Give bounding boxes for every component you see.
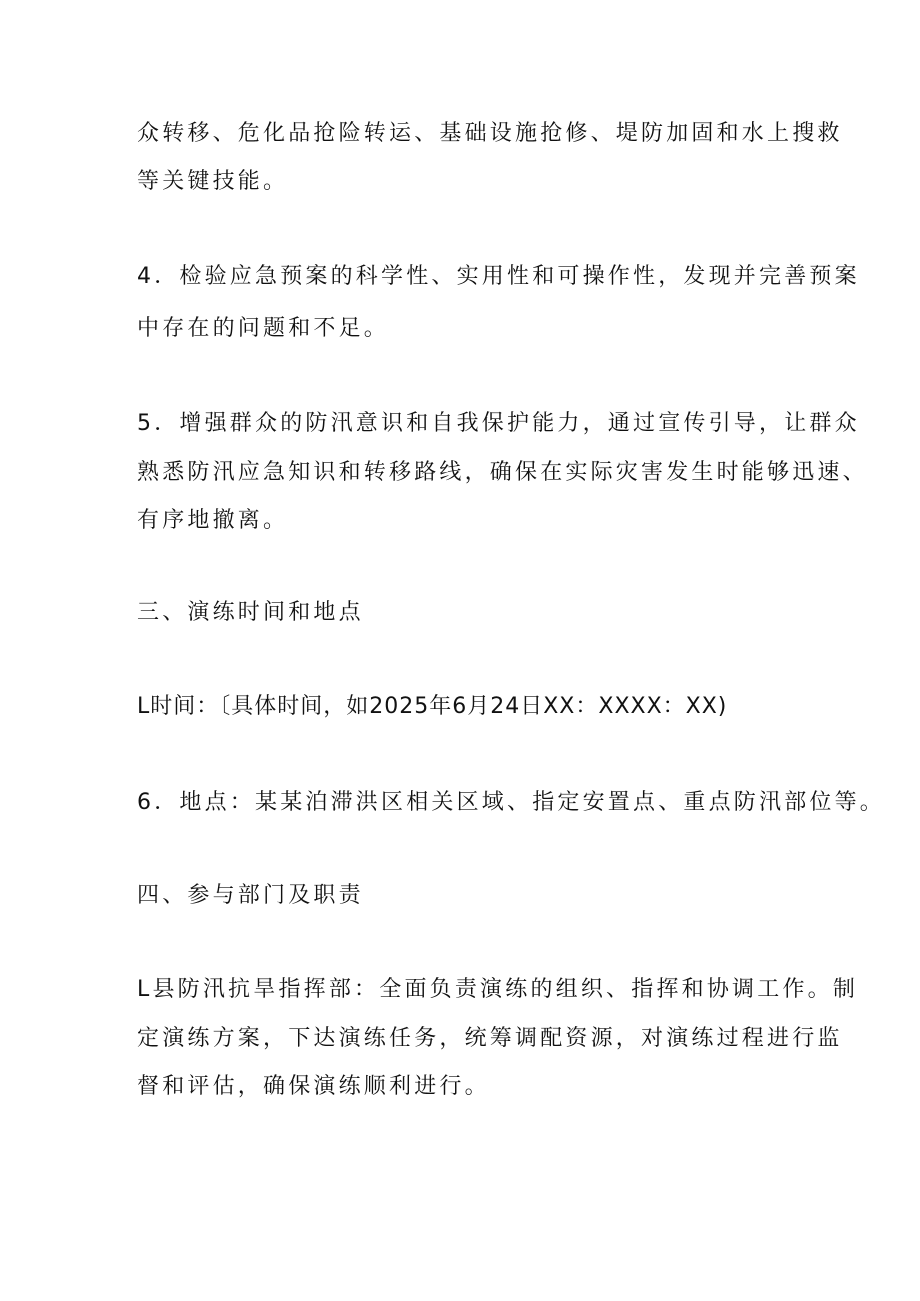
section-heading-departments: 四、参与部门及职责 bbox=[137, 883, 364, 908]
item-5-line-3: 有序地撤离。 bbox=[137, 508, 289, 533]
item-time: L时间：〔具体时间，如2025年6月24日XX：XXXX：XX) bbox=[137, 694, 728, 719]
item-county-hq-line-2: 定演练方案，下达演练任务，统筹调配资源，对演练过程进行监 bbox=[137, 1026, 843, 1051]
paragraph-skills-line-2: 等关键技能。 bbox=[137, 169, 289, 194]
item-5-line-2: 熟悉防汛应急知识和转移路线，确保在实际灾害发生时能够迅速、 bbox=[137, 460, 868, 485]
item-county-hq-line-1: L县防汛抗旱指挥部：全面负责演练的组织、指挥和协调工作。制 bbox=[137, 977, 859, 1002]
item-place: 6．地点：某某泊滞洪区相关区域、指定安置点、重点防汛部位等。 bbox=[137, 790, 885, 815]
item-county-hq-line-3: 督和评估，确保演练顺利进行。 bbox=[137, 1074, 490, 1099]
section-heading-time-place: 三、演练时间和地点 bbox=[137, 600, 364, 625]
item-4-line-1: 4．检验应急预案的科学性、实用性和可操作性，发现并完善预案 bbox=[137, 264, 860, 289]
item-4-line-2: 中存在的问题和不足。 bbox=[137, 316, 390, 341]
paragraph-skills-line-1: 众转移、危化品抢险转运、基础设施抢修、堤防加固和水上搜救 bbox=[137, 121, 843, 146]
item-5-line-1: 5．增强群众的防汛意识和自我保护能力，通过宣传引导，让群众 bbox=[137, 411, 860, 436]
